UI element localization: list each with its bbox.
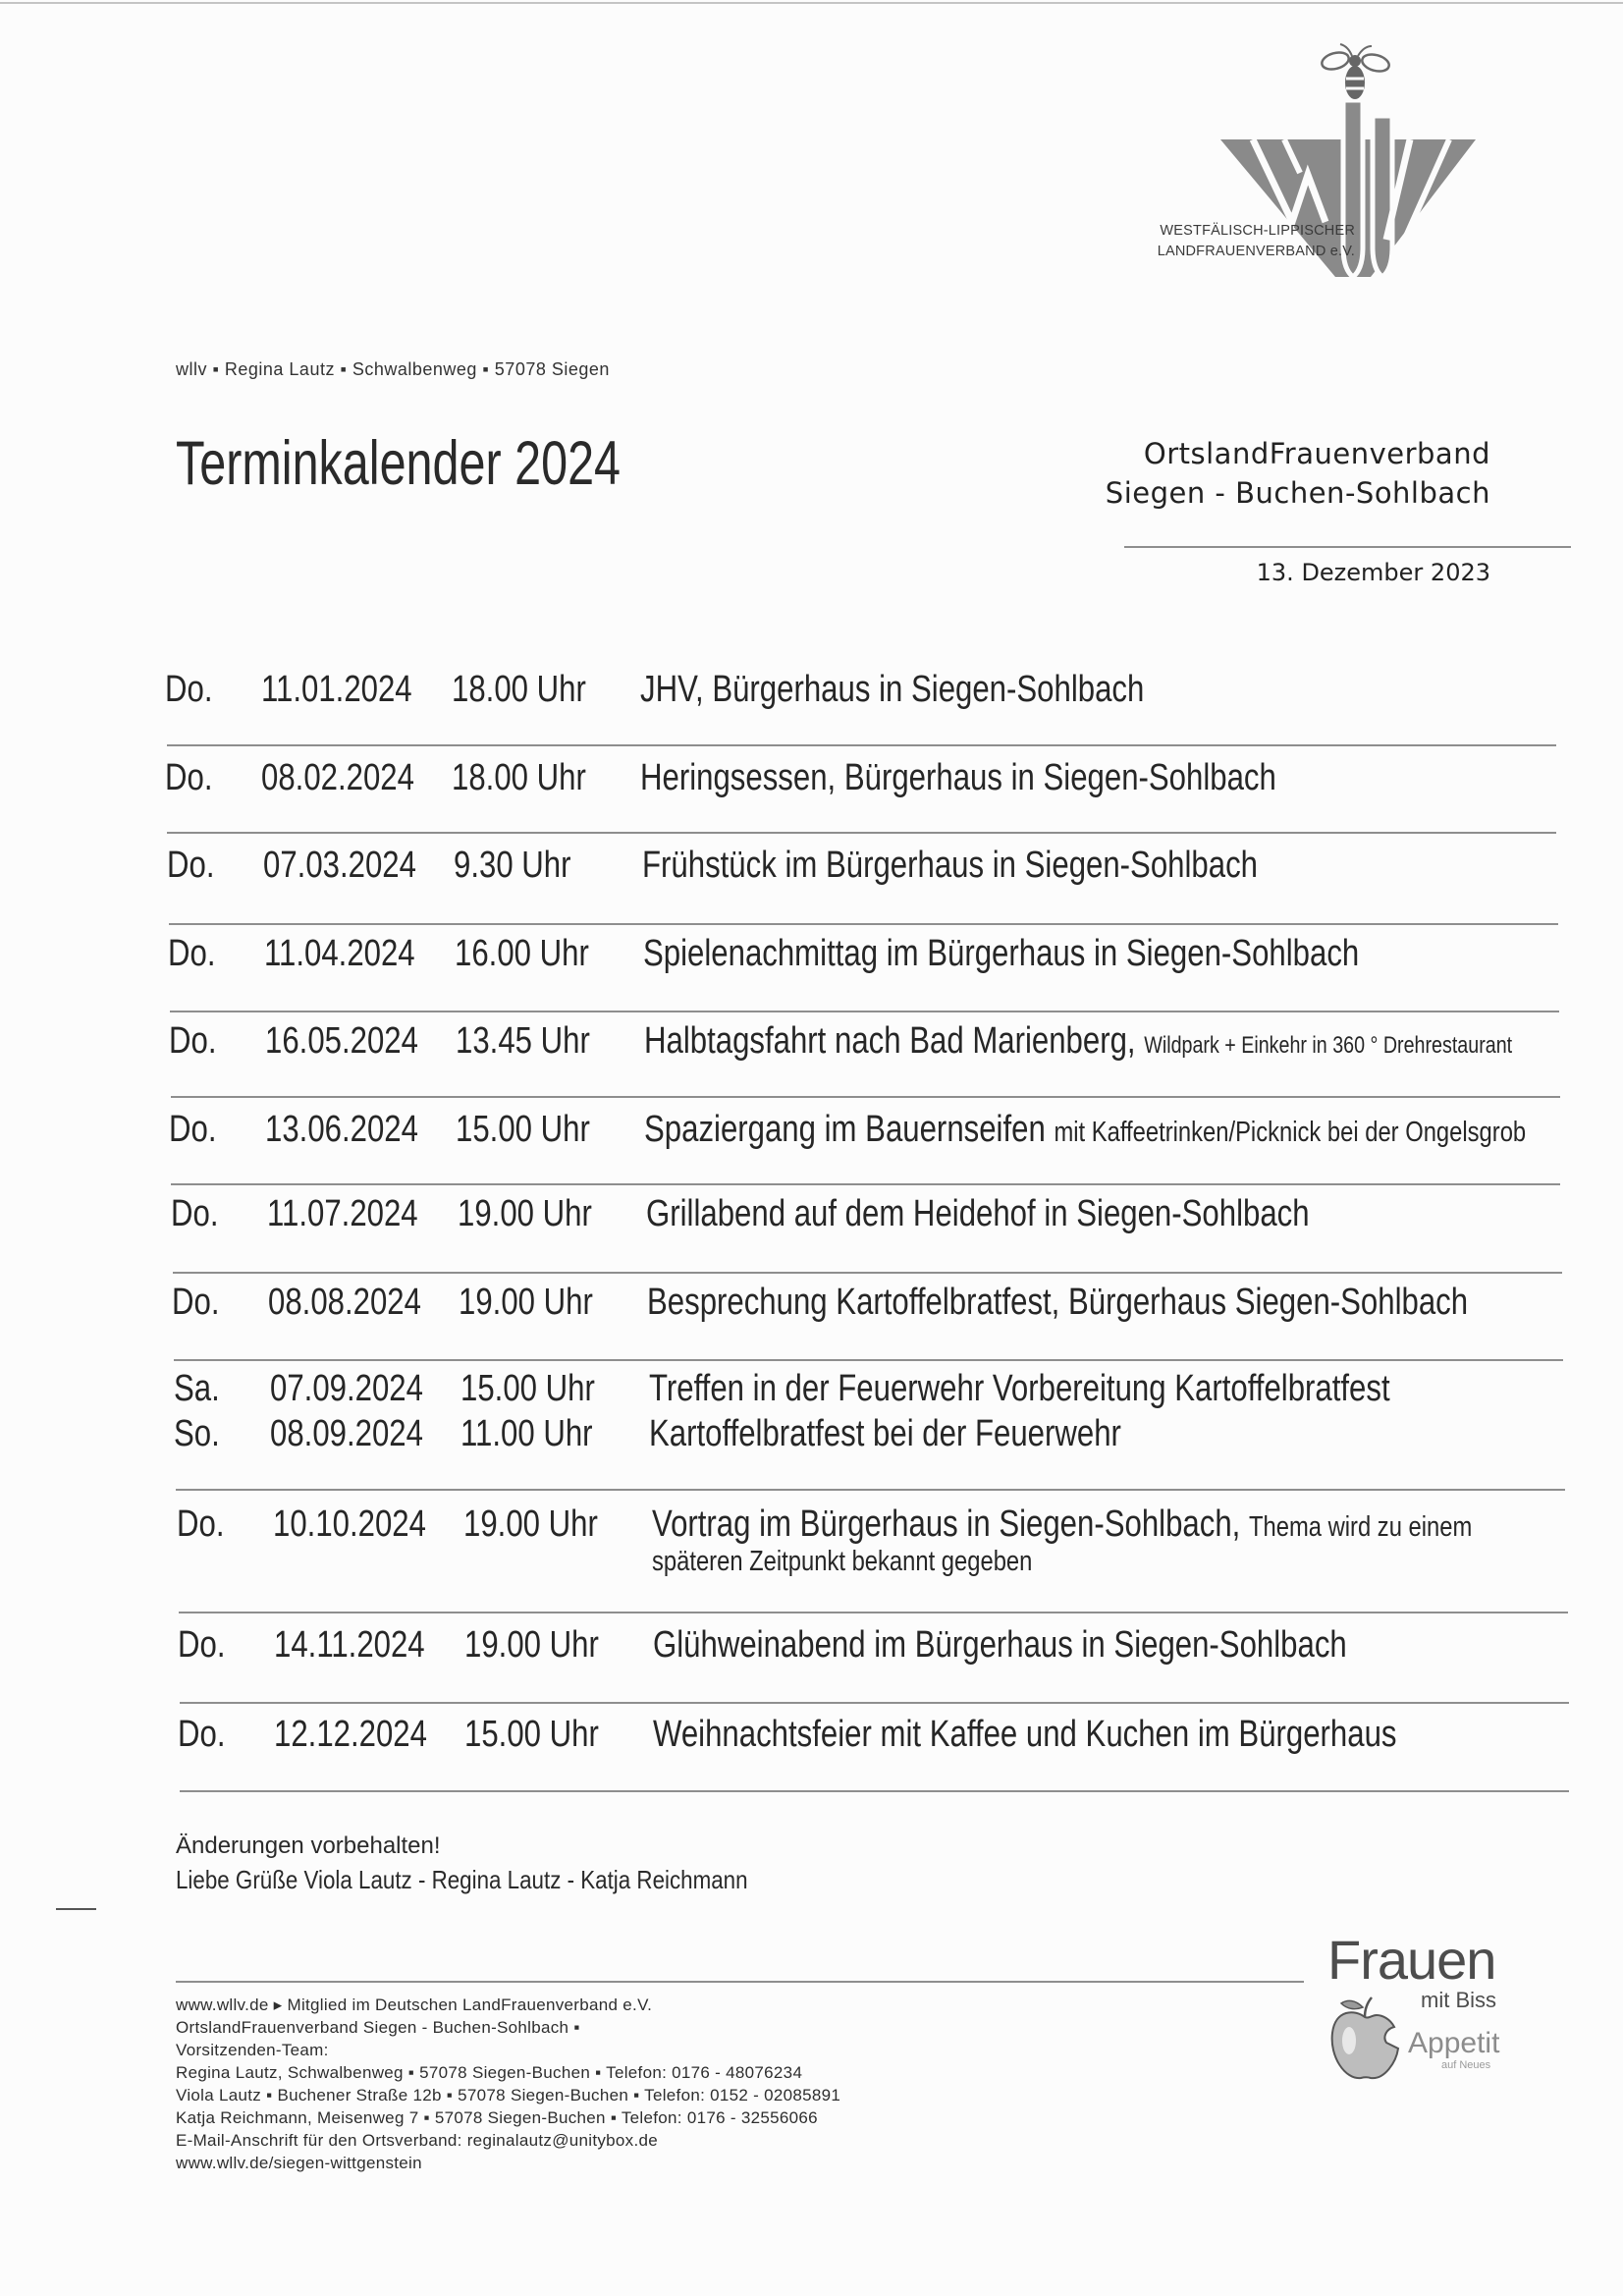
- event-time: 11.00 Uhr: [460, 1412, 593, 1454]
- event-title: Spielenachmittag im Bürgerhaus in Siegen-Sohlbach: [643, 932, 1360, 974]
- event-description: [640, 668, 1145, 710]
- page-title: Terminkalender 2024: [176, 429, 622, 498]
- badge-word: Frauen: [1327, 1929, 1496, 1991]
- event-day: Do.: [167, 844, 215, 886]
- event-date: 11.04.2024: [264, 932, 415, 974]
- scan-edge-line: [0, 2, 1623, 4]
- footer-line: Viola Lautz ▪ Buchener Straße 12b ▪ 57078 Siegen-Buchen ▪ Telefon: 0152 - 02085891: [176, 2086, 841, 2105]
- event-title: Grillabend auf dem Heidehof in Siegen-Sohlbach: [646, 1192, 1310, 1234]
- event-day: Do.: [169, 1019, 217, 1062]
- event-date: 07.03.2024: [263, 844, 416, 886]
- event-day: Do.: [169, 1108, 217, 1150]
- event-day: Do.: [165, 668, 213, 710]
- event-date: 08.09.2024: [270, 1412, 423, 1454]
- event-separator: [171, 1183, 1560, 1185]
- event-note-line2: späteren Zeitpunkt bekannt gegeben: [652, 1545, 1033, 1577]
- margin-mark: [56, 1908, 96, 1910]
- event-separator: [167, 832, 1556, 834]
- event-day: Do.: [171, 1192, 219, 1234]
- event-time: 13.45 Uhr: [456, 1019, 590, 1062]
- event-title: Halbtagsfahrt nach Bad Marienberg,: [644, 1019, 1136, 1062]
- footer-line: Katja Reichmann, Meisenweg 7 ▪ 57078 Siegen-Buchen ▪ Telefon: 0176 - 32556066: [176, 2108, 818, 2127]
- event-separator: [174, 1359, 1563, 1361]
- event-description: [644, 1019, 1513, 1065]
- event-note: Wildpark + Einkehr in 360 ° Drehrestaurant: [1144, 1031, 1513, 1059]
- event-separator: [170, 1011, 1559, 1012]
- footer-line: Regina Lautz, Schwalbenweg ▪ 57078 Siegen-Buchen ▪ Telefon: 0176 - 48076234: [176, 2063, 803, 2082]
- event-separator: [179, 1612, 1568, 1613]
- event-time: 18.00 Uhr: [452, 756, 586, 798]
- event-time: 15.00 Uhr: [460, 1367, 595, 1409]
- event-time: 19.00 Uhr: [459, 1281, 593, 1323]
- event-title: Kartoffelbratfest bei der Feuerwehr: [649, 1412, 1121, 1454]
- event-date: 14.11.2024: [274, 1623, 425, 1666]
- event-separator: [173, 1272, 1562, 1274]
- event-title: Spaziergang im Bauernseifen: [644, 1108, 1046, 1150]
- event-title: Treffen in der Feuerwehr Vorbereitung Kartoffelbratfest: [649, 1367, 1390, 1409]
- org-name-line1: OrtslandFrauenverband: [1143, 437, 1490, 470]
- event-description: [643, 932, 1360, 974]
- footer-line: www.wllv.de ▸ Mitglied im Deutschen LandFrauenverband e.V.: [176, 1995, 653, 2014]
- event-description: [644, 1108, 1527, 1151]
- event-day: Do.: [172, 1281, 220, 1323]
- closing-greeting: Liebe Grüße Viola Lautz - Regina Lautz - Katja Reichmann: [176, 1865, 748, 1894]
- event-date: 11.01.2024: [261, 668, 412, 710]
- event-separator: [176, 1489, 1565, 1491]
- event-date: 13.06.2024: [265, 1108, 418, 1150]
- event-description: [653, 1623, 1347, 1666]
- event-description: [652, 1505, 1472, 1546]
- event-separator: [171, 1096, 1560, 1098]
- event-day: Do.: [178, 1713, 226, 1755]
- event-title: Besprechung Kartoffelbratfest, Bürgerhaus Siegen-Sohlbach: [647, 1281, 1469, 1323]
- event-description: [653, 1713, 1397, 1755]
- footer-line: www.wllv.de/siegen-wittgenstein: [176, 2154, 422, 2172]
- event-note: mit Kaffeetrinken/Picknick bei der Ongelsgrob: [1054, 1116, 1527, 1148]
- event-separator: [180, 1702, 1569, 1704]
- event-description: [642, 844, 1258, 886]
- event-time: 9.30 Uhr: [454, 844, 571, 886]
- badge-auf-neues: auf Neues: [1441, 2059, 1491, 2071]
- event-note: Thema wird zu einem: [1248, 1510, 1473, 1543]
- footer-line: Vorsitzenden-Team:: [176, 2041, 329, 2059]
- footer-rule: [176, 1981, 1304, 1983]
- event-date: 08.08.2024: [268, 1281, 421, 1323]
- event-time: 19.00 Uhr: [463, 1503, 598, 1545]
- event-time: 19.00 Uhr: [464, 1623, 599, 1666]
- event-day: Do.: [165, 756, 213, 798]
- event-time: 19.00 Uhr: [458, 1192, 592, 1234]
- event-description: [649, 1412, 1121, 1454]
- footer-contact: [176, 1994, 840, 2174]
- event-day: Do.: [168, 932, 216, 974]
- sender-line: wllv ▪ Regina Lautz ▪ Schwalbenweg ▪ 57078 Siegen: [176, 359, 610, 379]
- badge-subtitle: mit Biss: [1421, 1988, 1496, 2012]
- bee-icon: [1320, 44, 1390, 99]
- event-day: So.: [174, 1412, 220, 1454]
- event-title: Weihnachtsfeier mit Kaffee und Kuchen im Bürgerhaus: [653, 1713, 1397, 1755]
- event-date: 12.12.2024: [274, 1713, 427, 1755]
- event-title: Vortrag im Bürgerhaus in Siegen-Sohlbach,: [652, 1503, 1241, 1545]
- event-time: 18.00 Uhr: [452, 668, 586, 710]
- event-time: 15.00 Uhr: [464, 1713, 599, 1755]
- footer-line: E-Mail-Anschrift für den Ortsverband: reginalautz@unitybox.de: [176, 2131, 658, 2150]
- badge-appetit: Appetit: [1408, 2027, 1500, 2059]
- event-description: [647, 1281, 1469, 1323]
- event-separator: [180, 1790, 1569, 1792]
- event-day: Do.: [177, 1503, 225, 1545]
- event-date: 08.02.2024: [261, 756, 414, 798]
- event-title: Heringsessen, Bürgerhaus in Siegen-Sohlbach: [640, 756, 1276, 798]
- event-date: 11.07.2024: [267, 1192, 418, 1234]
- event-title: Frühstück im Bürgerhaus in Siegen-Sohlbach: [642, 844, 1258, 886]
- event-date: 16.05.2024: [265, 1019, 418, 1062]
- event-separator: [167, 744, 1556, 746]
- document-date: 13. Dezember 2023: [1256, 559, 1490, 586]
- event-date: 07.09.2024: [270, 1367, 423, 1409]
- event-time: 16.00 Uhr: [455, 932, 589, 974]
- event-title: Glühweinabend im Bürgerhaus in Siegen-Sohlbach: [653, 1623, 1347, 1666]
- footer-line: OrtslandFrauenverband Siegen - Buchen-Sohlbach ▪: [176, 2018, 580, 2037]
- event-title: JHV, Bürgerhaus in Siegen-Sohlbach: [640, 668, 1145, 710]
- org-name-line2: Siegen - Buchen-Sohlbach: [1105, 476, 1490, 510]
- logo-org-line2: LANDFRAUENVERBAND e.V.: [1157, 244, 1355, 259]
- event-description: [646, 1192, 1310, 1234]
- event-day: Do.: [178, 1623, 226, 1666]
- event-date: 10.10.2024: [273, 1503, 426, 1545]
- event-time: 15.00 Uhr: [456, 1108, 590, 1150]
- event-description: [649, 1367, 1390, 1409]
- event-description: [640, 756, 1276, 798]
- logo-org-line1: WESTFÄLISCH-LIPPISCHER: [1160, 223, 1355, 239]
- closing-note: Änderungen vorbehalten!: [176, 1832, 441, 1859]
- apple-icon: [1325, 1994, 1406, 2084]
- event-separator: [169, 923, 1558, 925]
- event-day: Sa.: [174, 1367, 220, 1409]
- header-rule: [1124, 546, 1571, 548]
